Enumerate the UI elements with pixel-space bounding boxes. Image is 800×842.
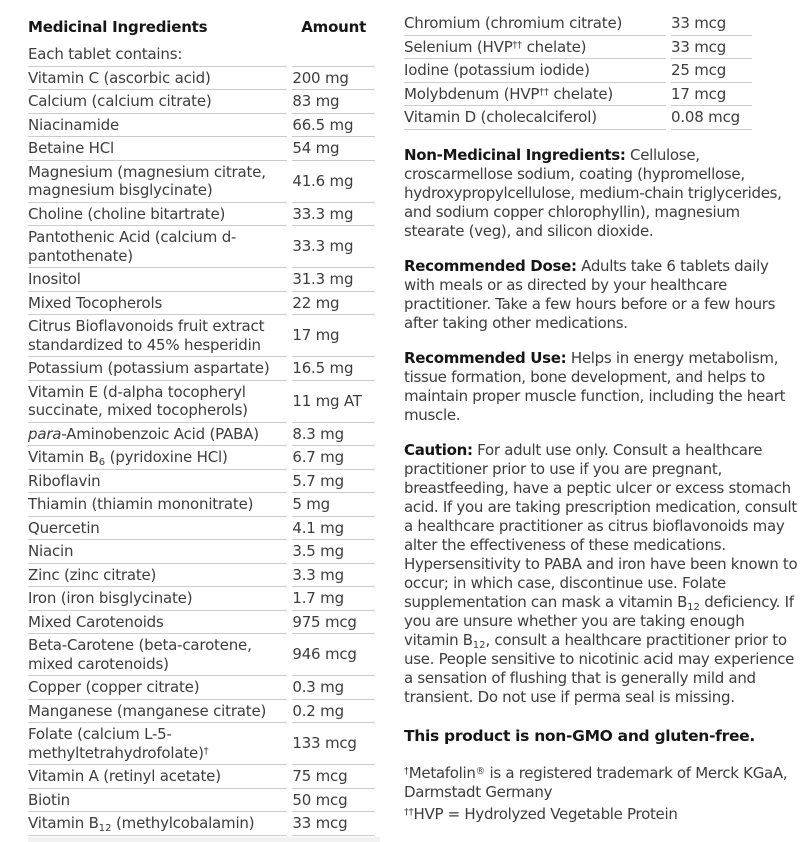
section-title: Recommended Use:: [404, 348, 567, 367]
subheader-row: [28, 43, 375, 67]
ingredient-name: Riboflavin: [28, 470, 287, 494]
subheader-amount-cell: [292, 43, 375, 67]
ingredient-name: Selenium (HVP†† chelate): [404, 36, 666, 60]
ingredient-row: [28, 517, 375, 541]
ingredient-name: Folate (calcium L-5-methyltetrahydrofolate)†: [28, 723, 287, 765]
ingredient-row: [28, 564, 375, 588]
ingredient-row: [404, 36, 752, 60]
ingredient-name: Vitamin $B_{12}$ (methylcobalamin): [28, 812, 287, 836]
section-title: Recommended Dose:: [404, 256, 577, 275]
ingredient-amount: 5.7 mg: [292, 470, 375, 494]
medicinal-ingredients-column: [28, 0, 380, 842]
ingredient-name: Quercetin: [28, 517, 287, 541]
ingredient-amount: 33.3 mg: [292, 203, 375, 227]
col-header-medicinal-ingredients: Medicinal Ingredients: [28, 18, 208, 36]
ingredient-name: Manganese (manganese citrate): [28, 700, 287, 724]
ingredient-name: Vitamin $B_6$ (pyridoxine HCl): [28, 446, 287, 470]
ingredient-name: Calcium (calcium citrate): [28, 90, 287, 114]
info-section: Recommended Use: Helps in energy metabolism, tissue formation, bone development, and helps to maintain proper muscle function, including the heart muscle.: [404, 348, 786, 424]
ingredient-name: Molybdenum (HVP†† chelate): [404, 83, 666, 107]
ingredient-name: Potassium (potassium aspartate): [28, 357, 287, 381]
claim-text: This product is non-GMO and gluten-free.: [404, 726, 755, 745]
ingredient-name: Vitamin E (d-alpha tocopheryl succinate, mixed tocopherols): [28, 381, 287, 423]
ingredient-name: Beta-Carotene (beta-carotene, mixed carotenoids): [28, 634, 287, 676]
ingredient-row: [28, 226, 375, 268]
ingredient-amount: 83 mg: [292, 90, 375, 114]
ingredient-amount: 1.7 mg: [292, 587, 375, 611]
info-section: Non-Medicinal Ingredients: Cellulose, croscarmellose sodium, coating (hypromellose, hydroxypropylcellulose, medium-chain triglycerides, and sodium copper chlorophyllin), magnesium stearate (veg), and silicon dioxide.: [404, 145, 782, 240]
ingredient-amount: 22 mg: [292, 292, 375, 316]
ingredient-row: [28, 493, 375, 517]
ingredient-name: Magnesium (magnesium citrate, magnesium bisglycinate): [28, 161, 287, 203]
ingredient-row: [28, 137, 375, 161]
partial-next-row: [28, 837, 380, 842]
ingredient-name: Niacinamide: [28, 114, 287, 138]
ingredient-name: Niacin: [28, 540, 287, 564]
ingredient-name: Choline (choline bitartrate): [28, 203, 287, 227]
section-title: Non-Medicinal Ingredients:: [404, 145, 626, 164]
ingredient-row: [28, 540, 375, 564]
ingredient-row: [404, 12, 752, 36]
ingredient-amount: 975 mcg: [292, 611, 375, 635]
ingredient-row: [28, 268, 375, 292]
ingredient-amount: 31.3 mg: [292, 268, 375, 292]
medicinal-ingredients-table-continued: [399, 12, 757, 130]
ingredient-amount: 3.5 mg: [292, 540, 375, 564]
ingredient-row: [28, 587, 375, 611]
ingredient-amount: 8.3 mg: [292, 423, 375, 447]
ingredient-row: [28, 423, 375, 447]
ingredient-amount: 41.6 mg: [292, 161, 375, 203]
ingredient-row: [28, 292, 375, 316]
ingredient-name: Biotin: [28, 789, 287, 813]
ingredient-amount: 11 mg AT: [292, 381, 375, 423]
ingredient-amount: 200 mg: [292, 67, 375, 91]
table-header-row: [28, 18, 375, 43]
ingredient-name: Zinc (zinc citrate): [28, 564, 287, 588]
ingredient-row: [28, 765, 375, 789]
medicinal-ingredients-table: [23, 18, 380, 836]
ingredient-amount: 66.5 mg: [292, 114, 375, 138]
ingredient-row: [28, 315, 375, 357]
ingredient-amount: 946 mcg: [292, 634, 375, 676]
ingredient-row: [404, 106, 752, 130]
ingredient-name: Citrus Bioflavonoids fruit extract standardized to 45% hesperidin: [28, 315, 287, 357]
ingredient-amount: 133 mcg: [292, 723, 375, 765]
ingredient-row: [28, 357, 375, 381]
ingredient-row: [28, 700, 375, 724]
subheader-label: Each tablet contains:: [28, 43, 287, 67]
ingredient-name: Mixed Tocopherols: [28, 292, 287, 316]
ingredient-row: [28, 90, 375, 114]
ingredient-name: Pantothenic Acid (calcium d-pantothenate): [28, 226, 287, 268]
col-header-amount: Amount: [301, 18, 367, 36]
section-title: Caution:: [404, 440, 473, 459]
ingredient-row: [28, 67, 375, 91]
ingredient-row: [28, 470, 375, 494]
ingredient-row: [28, 634, 375, 676]
ingredient-row: [404, 59, 752, 83]
ingredient-amount: 33 mcg: [292, 812, 375, 836]
ingredient-name: Mixed Carotenoids: [28, 611, 287, 635]
ingredient-name: Betaine HCl: [28, 137, 287, 161]
ingredient-name: Iron (iron bisglycinate): [28, 587, 287, 611]
ingredient-amount: 6.7 mg: [292, 446, 375, 470]
ingredient-row: [28, 611, 375, 635]
ingredient-name: para-Aminobenzoic Acid (PABA): [28, 423, 287, 447]
info-sections: [404, 146, 798, 707]
ingredient-name: Vitamin A (retinyl acetate): [28, 765, 287, 789]
ingredient-row: [28, 676, 375, 700]
info-section: Caution: For adult use only. Consult a healthcare practitioner prior to use if you are pregnant, breastfeeding, have a peptic ulcer or excess stomach acid. If you are taking prescription medication, consult a healthcare practitioner as citrus bioflavonoids may alter the effectiveness of these medications. Hypersensitivity to PABA and iron have been known to occur; in which case, discontinue use. Folate supplementation can mask a vitamin $B_{12}$ deficiency. If you are unsure whether you are taking enough vitamin $B_{12}$, consult a healthcare practitioner prior to use. People sensitive to nicotinic acid may experience a sensation of flushing that is generally mild and transient. Do not use if perma seal is missing.: [404, 440, 798, 706]
footnote: †Metafolin® is a registered trademark of Merck KGaA, Darmstadt Germany: [404, 763, 788, 801]
ingredient-amount: 16.5 mg: [292, 357, 375, 381]
ingredient-row: [28, 161, 375, 203]
ingredient-amount: 0.3 mg: [292, 676, 375, 700]
ingredient-name: Iodine (potassium iodide): [404, 59, 666, 83]
footnote: ††HVP = Hydrolyzed Vegetable Protein: [404, 804, 678, 823]
ingredient-name: Thiamin (thiamin mononitrate): [28, 493, 287, 517]
ingredient-row: [28, 114, 375, 138]
ingredient-amount: 33 mcg: [671, 36, 752, 60]
ingredient-name: Copper (copper citrate): [28, 676, 287, 700]
ingredient-amount: 33 mcg: [671, 12, 752, 36]
ingredient-row: [28, 446, 375, 470]
ingredient-amount: 33.3 mg: [292, 226, 375, 268]
ingredient-amount: 0.2 mg: [292, 700, 375, 724]
details-column: [404, 0, 798, 842]
ingredient-amount: 0.08 mcg: [671, 106, 752, 130]
ingredient-row: [28, 381, 375, 423]
info-section: Recommended Dose: Adults take 6 tablets daily with meals or as directed by your healthcare practitioner. Take a few hours before or a few hours after taking other medications.: [404, 256, 776, 332]
ingredient-amount: 3.3 mg: [292, 564, 375, 588]
ingredient-amount: 50 mcg: [292, 789, 375, 813]
ingredient-row: [28, 789, 375, 813]
ingredient-row: [404, 83, 752, 107]
ingredient-name: Vitamin D (cholecalciferol): [404, 106, 666, 130]
ingredient-amount: 54 mg: [292, 137, 375, 161]
ingredient-amount: 25 mcg: [671, 59, 752, 83]
ingredient-row: [28, 812, 375, 836]
ingredient-amount: 4.1 mg: [292, 517, 375, 541]
ingredient-name: Inositol: [28, 268, 287, 292]
ingredient-amount: 17 mg: [292, 315, 375, 357]
ingredient-name: Vitamin C (ascorbic acid): [28, 67, 287, 91]
footnotes: [404, 764, 798, 824]
ingredient-row: [28, 203, 375, 227]
ingredient-name: Chromium (chromium citrate): [404, 12, 666, 36]
ingredient-amount: 17 mcg: [671, 83, 752, 107]
ingredient-row: [28, 723, 375, 765]
ingredient-amount: 75 mcg: [292, 765, 375, 789]
ingredient-amount: 5 mg: [292, 493, 375, 517]
